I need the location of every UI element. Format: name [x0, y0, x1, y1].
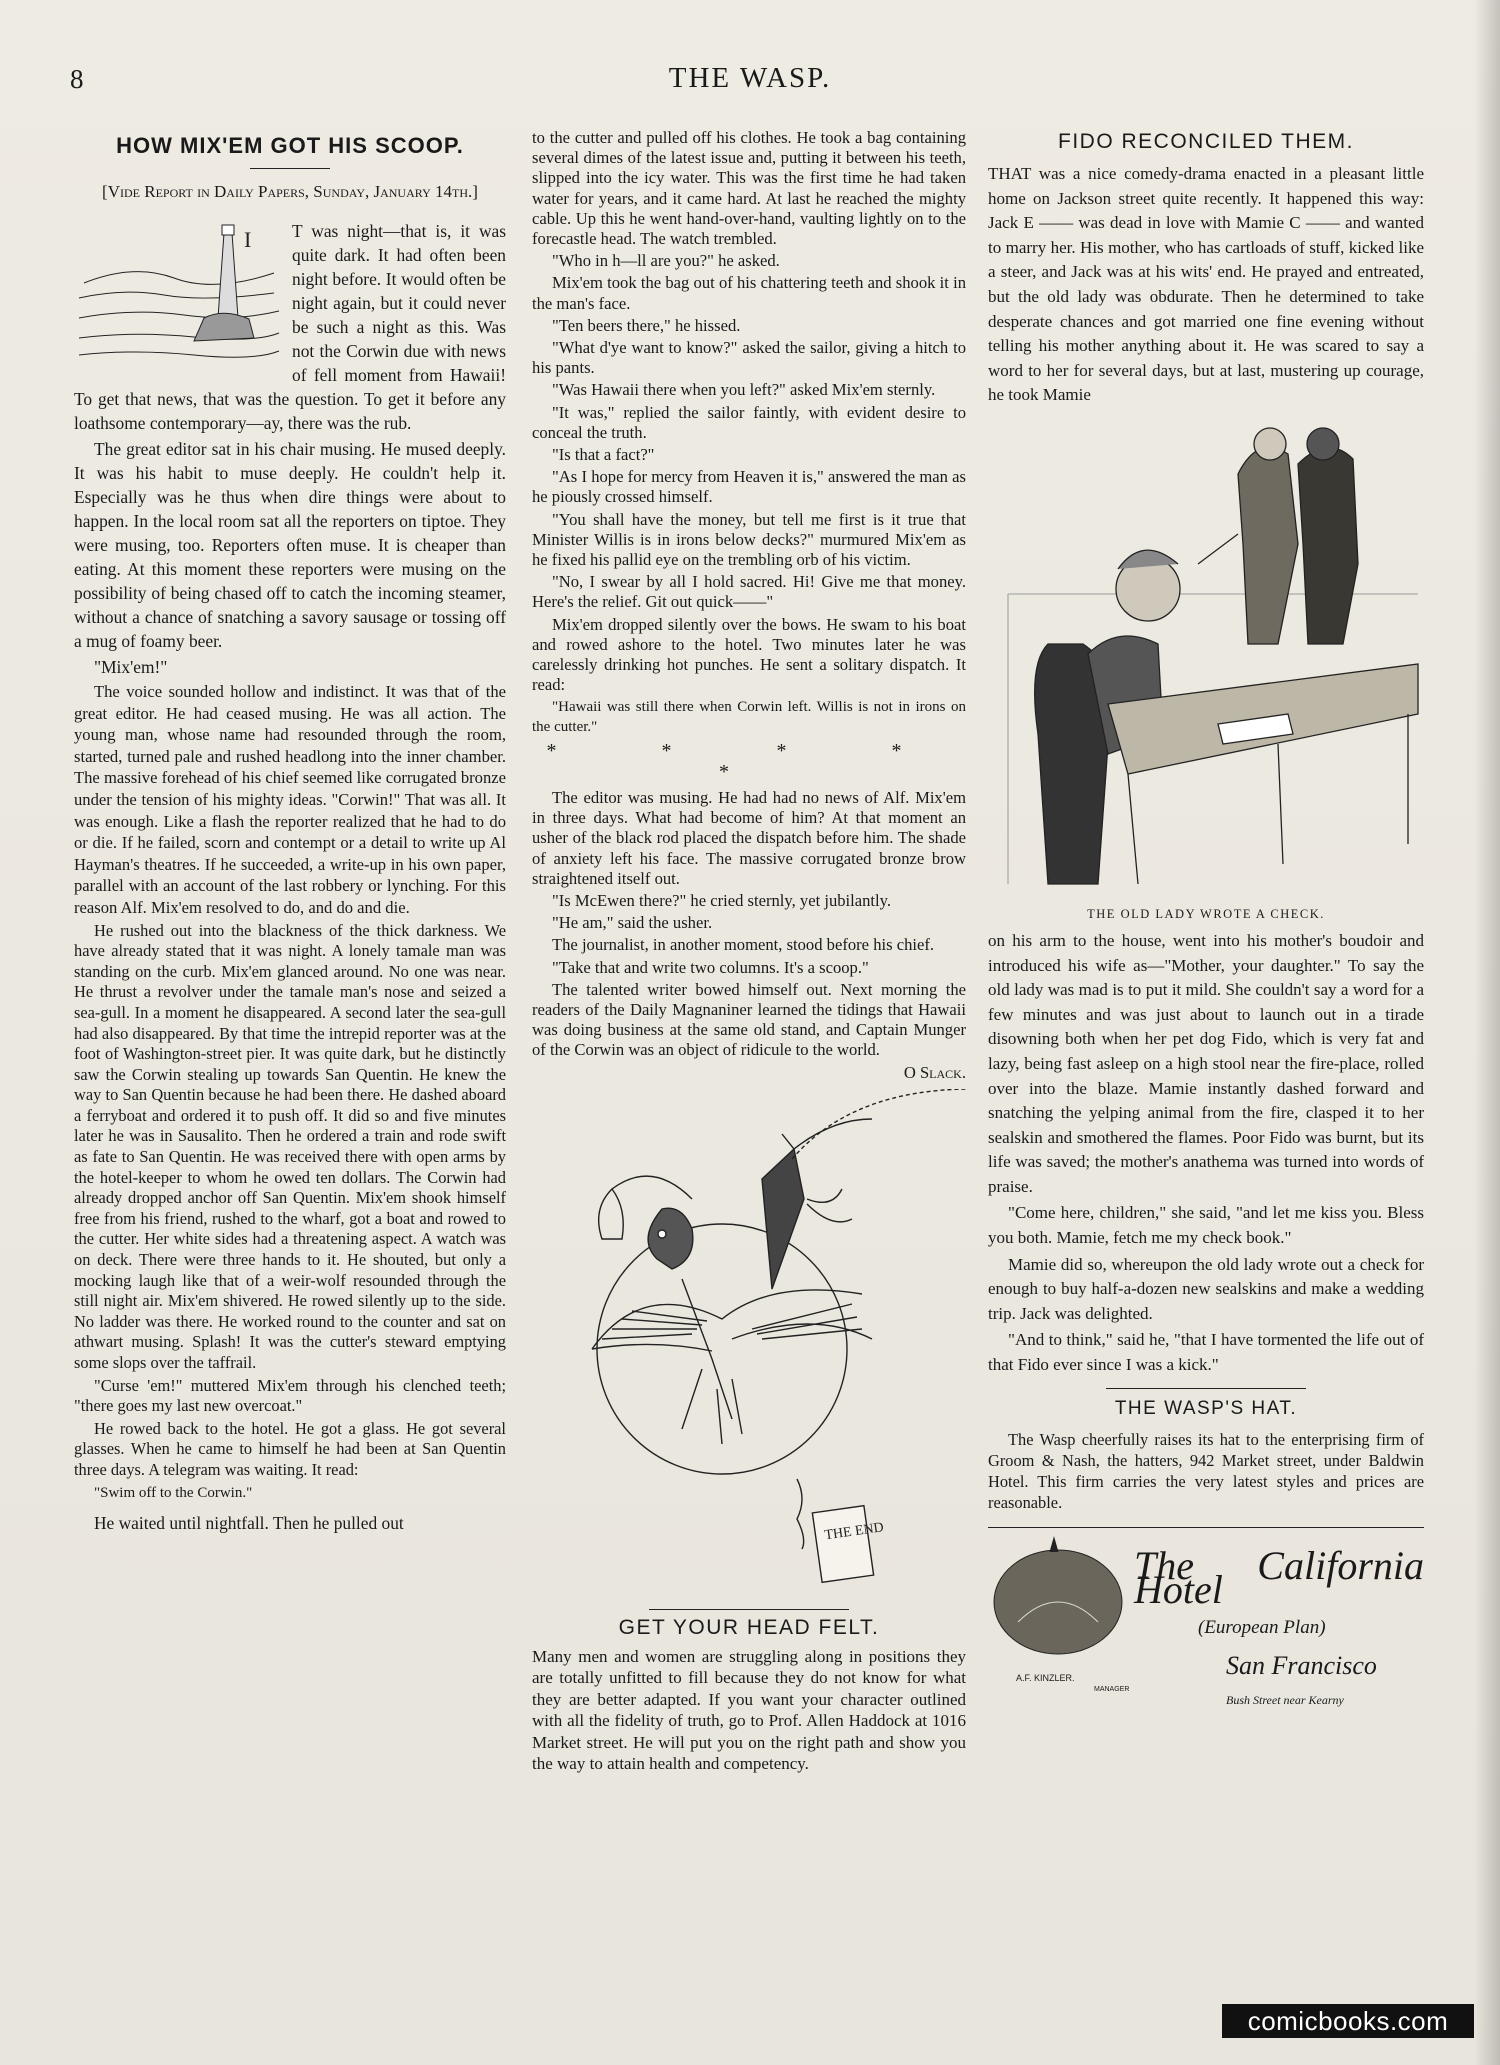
story-scoop-paragraph: "Who in h—ll are you?" he asked.	[552, 251, 780, 271]
divider	[250, 168, 330, 169]
story-fido-paragraph: Mamie did so, whereupon the old lady wrote out a check for enough to buy half-a-dozen new sealskins and make a wedding trip. Jack was delighted.	[988, 1254, 1424, 1323]
story-title-scoop: HOW MIX'EM GOT HIS SCOOP.	[116, 133, 464, 158]
hotel-logo-vignette	[988, 1532, 1128, 1672]
story-scoop-paragraph: "What d'ye want to know?" asked the sailor, giving a hitch to his pants.	[532, 338, 966, 378]
story-fido-paragraph: on his arm to the house, went into his mother's boudoir and introduced his wife as—"Mother, your daughter." To say the old lady was mad is to put it mild. She couldn't say a word for a few minutes and was just about to launch out in a tirade disowning both when her pet dog Fido, which is very fat and lazy, being fast asleep on a high stool near the fire-place, rolled over into the blaze. Mamie instantly dashed forward and snatching the yelping animal from the fire, clasped it to her sealskin and smothered the flames. Poor Fido was burnt, but its life was saved; the mother's anathema was turned into words of praise.	[988, 930, 1424, 1196]
story-scoop-paragraph: "Hawaii was still there when Corwin left. Willis is not in irons on the cutter."	[532, 699, 966, 736]
story-scoop-paragraph: "He am," said the usher.	[552, 913, 713, 933]
story-head-felt-body: Many men and women are struggling along in positions they are totally unfitted to fill because they do not know for what they are better adapted. If you want your character outlined with all the fidelity of truth, go to Prof. Allen Haddock at 1016 Market street. He will put you on the right path and show you the way to attain health and competency.	[532, 1646, 966, 1774]
story-fido-paragraph: "And to think," said he, "that I have tormented the life out of that Fido ever since I was a kick."	[988, 1330, 1424, 1375]
page-number: 8	[70, 64, 84, 94]
page-edge-shadow	[1474, 0, 1500, 2065]
story-scoop-paragraph: "Swim off to the Corwin."	[94, 1484, 253, 1501]
story-scoop-paragraph: "Is that a fact?"	[552, 445, 655, 465]
hotel-name: The California Hotel	[1134, 1542, 1424, 1612]
hotel-advertisement	[988, 1527, 1424, 1724]
story-fido-paragraph: THAT was a nice comedy-drama enacted in a pleasant little home on Jackson street quite recently. It happened this way: Jack E —— was dead in love with Mamie C —— and wanted to marry her. His mother, who has cartloads of stuff, kicked like a steer, and Jack was at his wits' end. He prayed and entreated, but the old lady was obdurate. Then he determined to take desperate chances and got married one fine evening without telling his mother anything about it. He was scared to say a word to her for several days, but at last, mustering up courage, he took Mamie	[988, 164, 1424, 405]
story-scoop-paragraph: "It was," replied the sailor faintly, with evident desire to conceal the truth.	[532, 402, 966, 442]
story-title-head-felt: GET YOUR HEAD FELT.	[618, 1615, 880, 1639]
hotel-city: San Francisco	[1226, 1650, 1377, 1680]
cartoon-sign-text: THE END	[823, 1519, 885, 1544]
lighthouse-illustration	[74, 223, 284, 373]
watermark-logo: comicbooks.com	[1222, 2004, 1474, 2038]
column-1	[74, 128, 506, 1537]
story-scoop-paragraph: T was night—that is, it was quite dark. It had often been night before. It would often be night again, but it could never be such a night as this. Was not the Corwin due with news of fell moment from Hawaii! To get that news, that was the question. To get it before any loathsome contemporary—ay, there was the rub.	[74, 221, 506, 433]
svg-text:I: I	[244, 227, 252, 252]
old-lady-illustration	[988, 414, 1424, 919]
story-scoop-paragraph: The voice sounded hollow and indistinct. It was that of the great editor. He had ceased musing. He was all action. The young man, whose name had resounded through the room, started, turned pale and rushed headlong into the inner chamber. The massive forehead of his chief seemed like corrugated bronze under the tension of his mighty ideas. "Corwin!" That was all. It was enough. Like a flash the reporter realized that he had to do or die. If he failed, scorn and contempt or a detail to write up Al Hayman's theatres. If he succeeded, a write-up in his own paper, parallel with an account of the last robbery or lynching. For this reason Alf. Mix'em resolved to do, and do and die.	[74, 682, 506, 917]
story-scoop-paragraph: The great editor sat in his chair musing. He mused deeply. It was his habit to muse deeply. He couldn't help it. Especially was he thus when dire things were about to happen. In the local room sat all the reporters on tiptoe. They were musing, too. Reporters often muse. It is cheaper than eating. At this moment these reporters were musing on the possibility of being chased off to catch the incoming steamer, without a chance of snatching a savory sausage or tossing off a mug of foamy beer.	[74, 439, 506, 651]
story-scoop-opening	[74, 219, 506, 437]
hotel-manager: A.F. KINZLER.	[1016, 1672, 1075, 1683]
story-scoop-paragraph: Mix'em took the bag out of his chattering teeth and shook it in the man's face.	[532, 273, 966, 313]
old-lady-caption: THE OLD LADY WROTE A CHECK.	[1087, 906, 1325, 921]
story-scoop-paragraph: "No, I swear by all I hold sacred. Hi! Give me that money. Here's the relief. Git out quick——"	[532, 572, 966, 612]
story-scoop-paragraph: "As I hope for mercy from Heaven it is," answered the man as he piously crossed himself.	[532, 467, 966, 507]
story-title-fido: FIDO RECONCILED THEM.	[1058, 130, 1354, 153]
story-scoop-paragraph: He rushed out into the blackness of the thick darkness. We have already stated that it was night. A lonely tamale man was standing on the curb. Mix'em glanced around. No one was near. He thrust a revolver under the tamale man's nose and seized a sea-gull. In a moment he disappeared. A second later the sea-gull had also disappeared. By that time the intrepid reporter was at the foot of Washington-street pier. It was quite dark, but he distinctly saw the Corwin stealing up towards San Quentin. He knew the way to San Quentin because he had been there. He dashed aboard a ferryboat and ordered it to push off. It did so and five minutes later he was in Sausalito. Then he ordered a train and rode swift as fate to San Quentin. He was received there with open arms by the hotel-keeper to whom he owed ten dollars. The Corwin had already dropped anchor off San Quentin. Mix'em shook himself free from his friend, rushed to the wharf, got a boat and rowed to the cutter. Her white sides had a threatening aspect. A watch was on deck. There were three hands to it. He shouted, but only a mocking laugh like that of a weir-wolf resounded through the still night air. Mix'em shivered. He rowed silently up to the side. No ladder was there. He worked round to the counter and sat on athwart musing. Splash! It was the cutter's steward emptying some slops over the taffrail.	[74, 920, 506, 1372]
story-scoop-paragraph: He waited until nightfall. Then he pulled out	[94, 1512, 404, 1533]
divider	[649, 1609, 849, 1610]
story-scoop-paragraph: The talented writer bowed himself out. Next morning the readers of the Daily Magnaniner learned the tidings that Hawaii was doing business at the same old stand, and Captain Munger of the Corwin was an object of ridicule to the world.	[532, 979, 966, 1060]
story-scoop-paragraph: The editor was musing. He had had no news of Alf. Mix'em in three days. What had become of him? At that moment an usher of the black rod placed the dispatch before him. The shade of anxiety left his face. The massive corrugated bronze brow straightened itself out.	[532, 787, 966, 888]
story-subtitle-scoop: [Vide Report in Daily Papers, Sunday, January 14th.]	[102, 182, 478, 201]
story-scoop-paragraph: He rowed back to the hotel. He got a glass. He got several glasses. When he came to himself he had been at San Quentin three days. A telegram was waiting. It read:	[74, 1418, 506, 1479]
column-3	[988, 128, 1424, 1724]
masthead-title: THE WASP.	[668, 62, 832, 94]
hotel-manager-title: MANAGER	[1094, 1685, 1130, 1693]
hotel-address: Bush Street near Kearny	[1226, 1692, 1344, 1707]
story-scoop-paragraph: The journalist, in another moment, stood before his chief.	[552, 935, 935, 955]
cartoon-illustration	[532, 1089, 966, 1599]
divider	[1106, 1388, 1306, 1389]
story-scoop-paragraph: to the cutter and pulled off his clothes. He took a bag containing several dimes of the latest issue and, putting it between his teeth, slipped into the icy water. This was the first time he had taken water for years, and it came hard. At last he reached the mighty cable. Up this he went hand-over-hand, vaulting lightly on to the forecastle head. The watch trembled.	[532, 128, 966, 249]
flying-donkey-cartoon	[532, 1089, 966, 1599]
story-title-wasp-hat: THE WASP'S HAT.	[1114, 1397, 1298, 1419]
story-scoop-paragraph: "You shall have the money, but tell me first is it true that Minister Willis is in irons below decks?" murmured Mix'em as he fixed his pallid eye on the trembling orb of his victim.	[532, 509, 966, 570]
story-scoop-paragraph: Mix'em dropped silently over the bows. He swam to his boat and rowed ashore to the hotel. Two minutes later he was carelessly drinking hot punches. He sent a solitary dispatch. It read:	[532, 614, 966, 695]
hotel-plan: (European Plan)	[1198, 1616, 1326, 1638]
story-scoop-paragraph: "Is McEwen there?" he cried sternly, yet jubilantly.	[552, 890, 892, 910]
story-scoop-paragraph: "Was Hawaii there when you left?" asked Mix'em sternly.	[552, 380, 936, 400]
story-scoop-paragraph: "Ten beers there," he hissed.	[552, 315, 741, 335]
section-break-stars: * * * * *	[546, 740, 952, 783]
old-lady-check-drawing	[988, 414, 1424, 894]
story-scoop-paragraph: "Curse 'em!" muttered Mix'em through his clenched teeth; "there goes my last new overcoat."	[74, 1375, 506, 1416]
story-scoop-author: O Slack.	[903, 1062, 966, 1082]
story-scoop-paragraph: "Take that and write two columns. It's a scoop."	[552, 957, 869, 977]
column-2	[532, 128, 966, 1777]
story-fido-paragraph: "Come here, children," she said, "and let me kiss you. Bless you both. Mamie, fetch me my check book."	[988, 1203, 1424, 1248]
story-wasp-hat-body: The Wasp cheerfully raises its hat to the enterprising firm of Groom & Nash, the hatters, 942 Market street, under Baldwin Hotel. This firm carries the very latest styles and prices are reasonable.	[988, 1429, 1424, 1512]
story-scoop-paragraph: "Mix'em!"	[94, 657, 168, 677]
